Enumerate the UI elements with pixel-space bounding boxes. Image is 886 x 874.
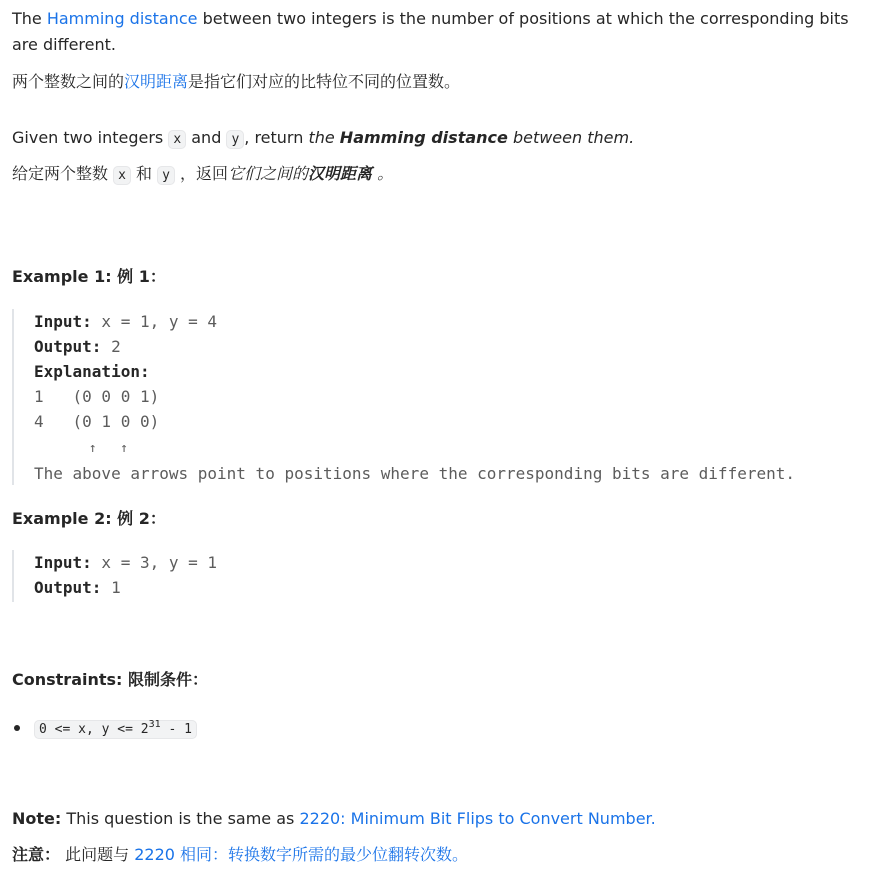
example-2-heading: Example 2: 例 2： [12,509,166,528]
note-en-text: This question is the same as [61,809,300,828]
example-1-output-value: 2 [101,337,121,356]
task-en-4: the [308,128,340,147]
example-2-output-label: Output: [34,578,102,597]
hamming-distance-link-zh[interactable]: 汉明距离 [124,72,189,91]
constraint-code [34,720,197,739]
task-zh-3: ，返回 [174,164,229,183]
inline-code-y: y [226,130,244,149]
example-1-line-2: 4 (0 1 0 0) [34,412,160,431]
note-zh-text: 此问题与 [60,845,135,864]
constraint-code-prefix: 0 <= x, y <= 2 [39,722,149,737]
task-en [12,125,634,153]
intro-zh-prefix: 两个整数之间的 [12,72,125,91]
example-1-output-label: Output: [34,337,102,356]
task-en-2: and [186,128,227,147]
example-1-line-4: The above arrows point to positions where the corresponding bits are different. [34,464,795,483]
task-zh-4: 它们之间的 [228,164,309,183]
example-2-output-value: 1 [101,578,121,597]
task-en-6: between them. [507,128,635,147]
task-en-5: Hamming distance [339,128,508,147]
example-1-line-1: 1 (0 0 0 1) [34,387,160,406]
example-1-arrows: ↑ ↑ [34,441,128,456]
note-en [12,806,656,832]
inline-code-x-zh: x [113,166,131,185]
task-zh-2: 和 [130,164,158,183]
example-1-input-value: x = 1, y = 4 [91,312,218,331]
intro-en-prefix: The [12,9,47,28]
example-1-block [12,309,795,485]
example-2-input-value: x = 3, y = 1 [91,553,218,572]
intro-zh-suffix: 是指它们对应的比特位不同的位置数。 [188,72,461,91]
example-2-block [12,550,217,602]
example-1-explanation-label: Explanation: [34,362,150,381]
task-en-3: , return [244,128,309,147]
inline-code-y-zh: y [157,166,175,185]
related-problem-link[interactable]: 2220: Minimum Bit Flips to Convert Number. [299,809,656,828]
hamming-distance-link[interactable]: Hamming distance [46,9,198,28]
intro-zh [12,69,460,95]
example-2-input-label: Input: [34,553,92,572]
constraint-code-suffix: - 1 [160,722,192,737]
intro-en [12,6,872,58]
bullet-icon [14,725,20,731]
task-zh-6: 。 [372,164,394,183]
task-zh [12,161,393,189]
task-zh-1: 给定两个整数 [12,164,114,183]
related-problem-link-zh[interactable]: 2220 相同：转换数字所需的最少位翻转次数。 [134,845,469,864]
constraints-list [12,714,197,744]
inline-code-x: x [168,130,186,149]
example-1-heading: Example 1: 例 1： [12,267,166,286]
task-zh-5: 汉明距离 [308,164,373,183]
note-zh-label: 注意： [12,845,61,864]
constraint-item [12,714,197,744]
note-en-label: Note: [12,809,62,828]
intro-en-suffix: between two integers is the number of positions at which the corresponding bits are different. [12,9,849,54]
constraints-heading: Constraints: 限制条件： [12,670,209,689]
task-en-1: Given two integers [12,128,169,147]
example-1-input-label: Input: [34,312,92,331]
constraint-exponent: 31 [148,719,161,730]
note-zh [12,842,468,868]
